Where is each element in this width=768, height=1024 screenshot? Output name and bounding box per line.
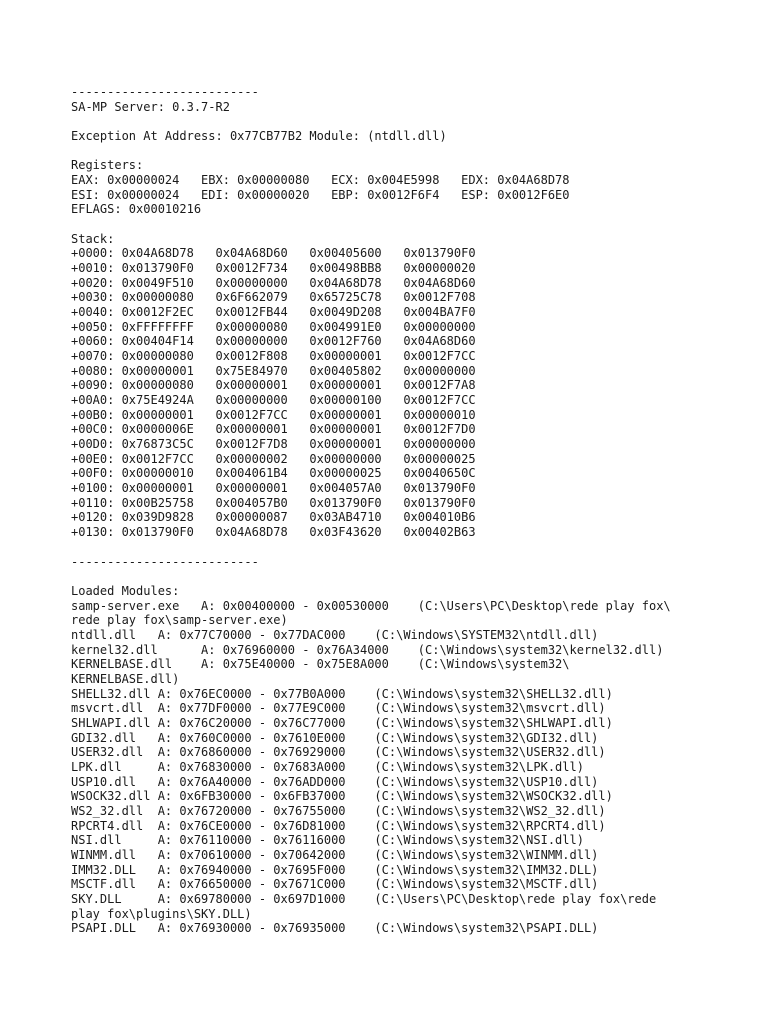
log-line: Exception At Address: 0x77CB77B2 Module: (ntdll.dll) bbox=[71, 129, 447, 144]
log-line: SA-MP Server: 0.3.7-R2 bbox=[71, 99, 230, 114]
log-line: play fox\plugins\SKY.DLL) bbox=[71, 906, 252, 921]
log-line: WINMM.dll A: 0x70610000 - 0x70642000 (C:\Windows\system32\WINMM.dll) bbox=[71, 847, 599, 862]
log-line: USER32.dll A: 0x76860000 - 0x76929000 (C:\Windows\system32\USER32.dll) bbox=[71, 745, 606, 760]
log-line: +0120: 0x039D9828 0x00000087 0x03AB4710 0x004010B6 bbox=[71, 510, 476, 525]
log-line: Registers: bbox=[71, 158, 144, 173]
log-line: +0040: 0x0012F2EC 0x0012FB44 0x0049D208 0x004BA7F0 bbox=[71, 305, 476, 320]
log-line: +0110: 0x00B25758 0x004057B0 0x013790F0 0x013790F0 bbox=[71, 495, 476, 510]
log-line: ESI: 0x00000024 EDI: 0x00000020 EBP: 0x0012F6F4 ESP: 0x0012F6E0 bbox=[71, 187, 570, 202]
log-line bbox=[71, 569, 671, 584]
log-line bbox=[71, 217, 671, 232]
log-line: EAX: 0x00000024 EBX: 0x00000080 ECX: 0x004E5998 EDX: 0x04A68D78 bbox=[71, 173, 570, 188]
log-line: samp-server.exe A: 0x00400000 - 0x00530000 (C:\Users\PC\Desktop\rede play fox\ bbox=[71, 598, 671, 613]
log-line: Stack: bbox=[71, 231, 115, 246]
log-line: +0070: 0x00000080 0x0012F808 0x00000001 0x0012F7CC bbox=[71, 349, 476, 364]
log-line: ntdll.dll A: 0x77C70000 - 0x77DAC000 (C:\Windows\SYSTEM32\ntdll.dll) bbox=[71, 627, 599, 642]
log-line: +0100: 0x00000001 0x00000001 0x004057A0 0x013790F0 bbox=[71, 481, 476, 496]
log-line: RPCRT4.dll A: 0x76CE0000 - 0x76D81000 (C:\Windows\system32\RPCRT4.dll) bbox=[71, 818, 606, 833]
log-line: SKY.DLL A: 0x69780000 - 0x697D1000 (C:\Users\PC\Desktop\rede play fox\rede bbox=[71, 891, 657, 906]
log-line: GDI32.dll A: 0x760C0000 - 0x7610E000 (C:\Windows\system32\GDI32.dll) bbox=[71, 730, 599, 745]
log-line: +00B0: 0x00000001 0x0012F7CC 0x00000001 0x00000010 bbox=[71, 407, 476, 422]
log-line: +0090: 0x00000080 0x00000001 0x00000001 0x0012F7A8 bbox=[71, 378, 476, 393]
log-line: LPK.dll A: 0x76830000 - 0x7683A000 (C:\Windows\system32\LPK.dll) bbox=[71, 759, 584, 774]
log-line: USP10.dll A: 0x76A40000 - 0x76ADD000 (C:\Windows\system32\USP10.dll) bbox=[71, 774, 599, 789]
log-line: +0010: 0x013790F0 0x0012F734 0x00498BB8 0x00000020 bbox=[71, 261, 476, 276]
log-line: WSOCK32.dll A: 0x6FB30000 - 0x6FB37000 (C:\Windows\system32\WSOCK32.dll) bbox=[71, 789, 613, 804]
log-line: kernel32.dll A: 0x76960000 - 0x76A34000 (C:\Windows\system32\kernel32.dll) bbox=[71, 642, 664, 657]
log-line: KERNELBASE.dll A: 0x75E40000 - 0x75E8A000 (C:\Windows\system32\ bbox=[71, 657, 570, 672]
log-line: +0130: 0x013790F0 0x04A68D78 0x03F43620 0x00402B63 bbox=[71, 525, 476, 540]
log-line: IMM32.DLL A: 0x76940000 - 0x7695F000 (C:\Windows\system32\IMM32.DLL) bbox=[71, 862, 599, 877]
log-line: +0020: 0x0049F510 0x00000000 0x04A68D78 0x04A68D60 bbox=[71, 275, 476, 290]
log-line: PSAPI.DLL A: 0x76930000 - 0x76935000 (C:\Windows\system32\PSAPI.DLL) bbox=[71, 921, 599, 936]
log-line: +00E0: 0x0012F7CC 0x00000002 0x00000000 0x00000025 bbox=[71, 451, 476, 466]
log-line bbox=[71, 114, 671, 129]
log-line: +00C0: 0x0000006E 0x00000001 0x00000001 0x0012F7D0 bbox=[71, 422, 476, 437]
log-line: +0060: 0x00404F14 0x00000000 0x0012F760 0x04A68D60 bbox=[71, 334, 476, 349]
log-line: +00D0: 0x76873C5C 0x0012F7D8 0x00000001 0x00000000 bbox=[71, 437, 476, 452]
log-line: Loaded Modules: bbox=[71, 583, 180, 598]
log-line: -------------------------- bbox=[71, 554, 259, 569]
log-line: SHLWAPI.dll A: 0x76C20000 - 0x76C77000 (C:\Windows\system32\SHLWAPI.dll) bbox=[71, 715, 613, 730]
log-line: MSCTF.dll A: 0x76650000 - 0x7671C000 (C:\Windows\system32\MSCTF.dll) bbox=[71, 877, 599, 892]
log-line: +0080: 0x00000001 0x75E84970 0x00405802 0x00000000 bbox=[71, 363, 476, 378]
log-line: +0050: 0xFFFFFFFF 0x00000080 0x004991E0 0x00000000 bbox=[71, 319, 476, 334]
log-line bbox=[71, 144, 671, 159]
log-line: +0000: 0x04A68D78 0x04A68D60 0x00405600 0x013790F0 bbox=[71, 246, 476, 261]
log-line: +0030: 0x00000080 0x6F662079 0x65725C78 0x0012F708 bbox=[71, 290, 476, 305]
log-line: SHELL32.dll A: 0x76EC0000 - 0x77B0A000 (C:\Windows\system32\SHELL32.dll) bbox=[71, 686, 613, 701]
log-line: rede play fox\samp-server.exe) bbox=[71, 613, 288, 628]
log-line: KERNELBASE.dll) bbox=[71, 671, 180, 686]
log-line: EFLAGS: 0x00010216 bbox=[71, 202, 202, 217]
log-line: msvcrt.dll A: 0x77DF0000 - 0x77E9C000 (C:\Windows\system32\msvcrt.dll) bbox=[71, 701, 606, 716]
log-line: WS2_32.dll A: 0x76720000 - 0x76755000 (C:\Windows\system32\WS2_32.dll) bbox=[71, 803, 606, 818]
log-line: NSI.dll A: 0x76110000 - 0x76116000 (C:\Windows\system32\NSI.dll) bbox=[71, 833, 584, 848]
crash-log-document bbox=[71, 85, 671, 936]
log-line bbox=[71, 540, 671, 555]
log-line: -------------------------- bbox=[71, 85, 259, 99]
log-line: +00A0: 0x75E4924A 0x00000000 0x00000100 0x0012F7CC bbox=[71, 393, 476, 408]
log-line: +00F0: 0x00000010 0x004061B4 0x00000025 0x0040650C bbox=[71, 466, 476, 481]
